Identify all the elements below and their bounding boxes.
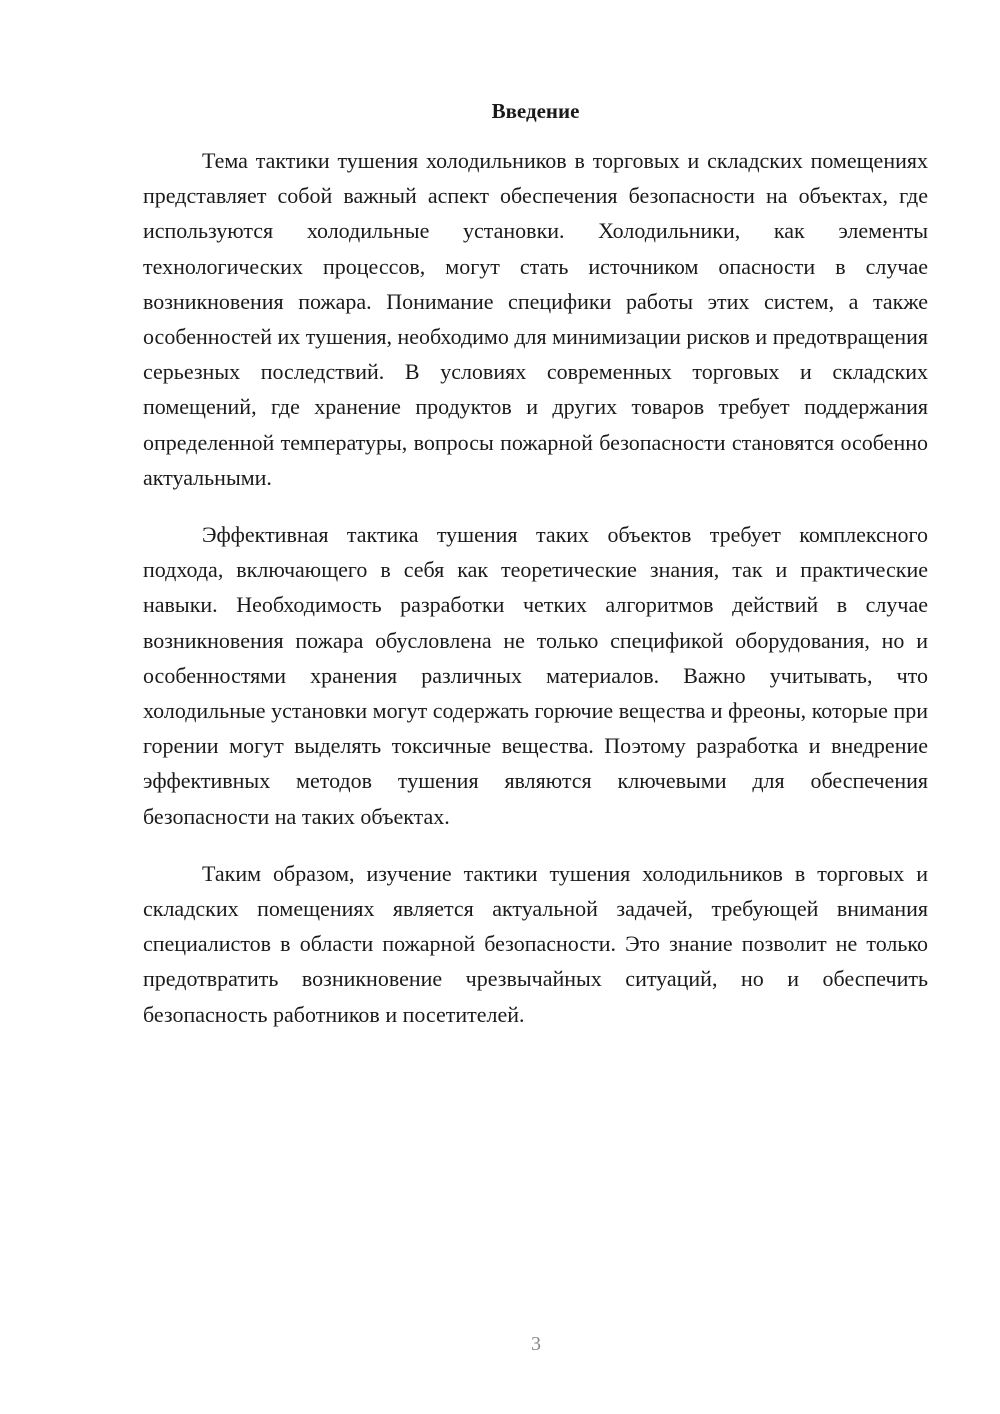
page-number: 3 [531,1333,541,1355]
document-body [143,96,928,1054]
paragraph-2: Эффективная тактика тушения таких объектов требует комплексного подхода, включающего в себя как теоретические знания, так и практические навыки. Необходимость разработки четких алгоритмов действий в случае возникновения пожара обусловлена не только спецификой оборудования, но и особенностями хранения различных материалов. Важно учитывать, что холодильные установки могут содержать горючие вещества и фреоны, которые при горении могут выделять токсичные вещества. Поэтому разработка и внедрение эффективных методов тушения являются ключевыми для обеспечения безопасности на таких объектах. [143,522,928,829]
section-heading: Введение [491,99,580,123]
paragraph-3: Таким образом, изучение тактики тушения холодильников в торговых и складских помещениях является актуальной задачей, требующей внимания специалистов в области пожарной безопасности. Это знание позволит не только предотвратить возникновение чрезвычайных ситуаций, но и обеспечить безопасность работников и посетителей. [143,860,928,1027]
paragraph-1: Тема тактики тушения холодильников в торговых и складских помещениях представляет собой важный аспект обеспечения безопасности на объектах, где используются холодильные установки. Холодильники, как элементы технологических процессов, могут стать источником опасности в случае возникновения пожара. Понимание специфики работы этих систем, а также особенностей их тушения, необходимо для минимизации рисков и предотвращения серьезных последствий. В условиях современных торговых и складских помещений, где хранение продуктов и других товаров требует поддержания определенной температуры, вопросы пожарной безопасности становятся особенно актуальными. [143,148,928,490]
